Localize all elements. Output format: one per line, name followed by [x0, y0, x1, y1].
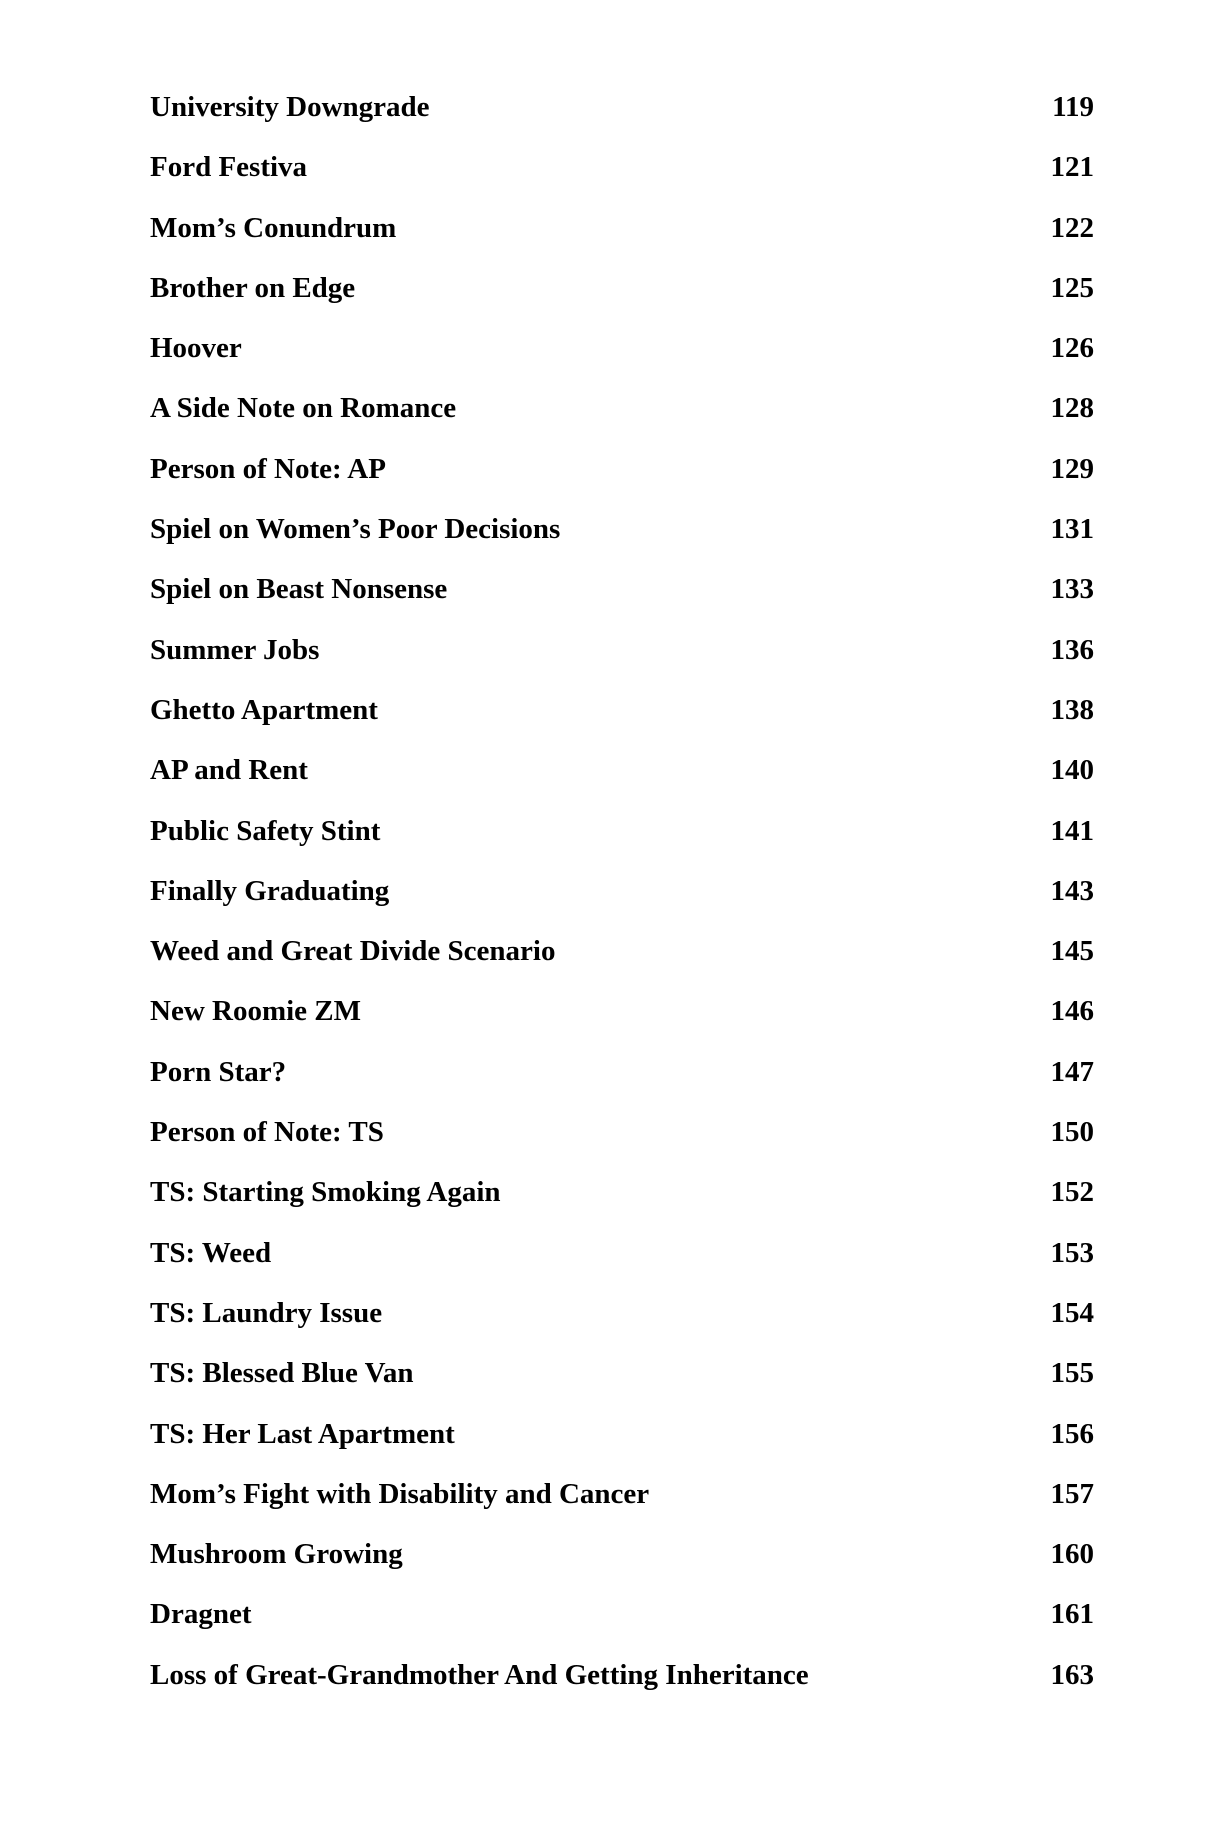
toc-entry [150, 1417, 1094, 1477]
toc-entry [150, 150, 1094, 210]
toc-entry-title: A Side Note on Romance [150, 392, 457, 425]
toc-entry-page: 141 [1050, 814, 1094, 847]
toc-entry-page: 160 [1050, 1538, 1094, 1571]
toc-entry-title: Brother on Edge [150, 271, 356, 304]
toc-entry-title: Loss of Great-Grandmother And Getting Inheritance [150, 1658, 809, 1691]
toc-entry-title: TS: Laundry Issue [150, 1296, 383, 1329]
toc-entry-page: 150 [1050, 1116, 1094, 1149]
toc-entry-page: 143 [1050, 874, 1094, 907]
toc-entry-page: 140 [1050, 754, 1094, 787]
toc-entry-page: 163 [1050, 1658, 1094, 1691]
toc-entry-title: AP and Rent [150, 754, 308, 787]
toc-entry-title: Person of Note: TS [150, 1116, 384, 1149]
toc-entry-title: University Downgrade [150, 91, 430, 123]
toc-entry-title: Mushroom Growing [150, 1538, 403, 1571]
toc-entry-page: 131 [1050, 513, 1094, 546]
toc-entry-title: Porn Star? [150, 1055, 287, 1088]
toc-entry-title: Finally Graduating [150, 874, 390, 907]
toc-entry [150, 814, 1094, 874]
toc-entry-page: 138 [1050, 693, 1094, 726]
toc-entry [150, 512, 1094, 572]
toc-entry [150, 331, 1094, 391]
toc-entry-title: TS: Starting Smoking Again [150, 1176, 501, 1209]
toc-entry [150, 1356, 1094, 1416]
toc-entry-page: 128 [1050, 392, 1094, 425]
toc-entry [150, 1296, 1094, 1356]
toc-entry-page: 119 [1052, 91, 1094, 123]
toc-entry [150, 271, 1094, 331]
toc-entry-title: Public Safety Stint [150, 814, 381, 847]
toc-entry [150, 1477, 1094, 1537]
toc-entry-title: TS: Weed [150, 1236, 272, 1269]
toc-entry-title: TS: Her Last Apartment [150, 1417, 455, 1450]
toc-entry [150, 934, 1094, 994]
toc-entry-page: 154 [1050, 1296, 1094, 1329]
toc-entry [150, 994, 1094, 1054]
toc-entry [150, 211, 1094, 271]
toc-entry [150, 452, 1094, 512]
toc-entry [150, 1597, 1094, 1657]
toc-entry-page: 155 [1050, 1357, 1094, 1390]
toc-entry-page: 121 [1050, 151, 1094, 184]
toc-entry-page: 136 [1050, 633, 1094, 666]
toc-entry-title: Ghetto Apartment [150, 693, 378, 726]
toc-entry-page: 152 [1050, 1176, 1094, 1209]
toc-entry [150, 1537, 1094, 1597]
toc-entry [150, 1055, 1094, 1115]
toc-entry-page: 122 [1050, 211, 1094, 244]
toc-entry [150, 1115, 1094, 1175]
toc-entry-page: 161 [1050, 1598, 1094, 1631]
toc-entry-title: Dragnet [150, 1598, 252, 1631]
toc-entry-page: 156 [1050, 1417, 1094, 1450]
toc-entry [150, 753, 1094, 813]
toc-entry-title: Spiel on Women’s Poor Decisions [150, 513, 561, 546]
toc-entry [150, 633, 1094, 693]
toc-entry-title: New Roomie ZM [150, 995, 362, 1028]
toc-entry-page: 129 [1050, 452, 1094, 485]
toc-entry [150, 1175, 1094, 1235]
toc-entry-page: 133 [1050, 573, 1094, 606]
toc-entry [150, 874, 1094, 934]
toc-entry-title: Ford Festiva [150, 151, 308, 184]
toc-entry-title: TS: Blessed Blue Van [150, 1357, 414, 1390]
toc-entry-page: 146 [1050, 995, 1094, 1028]
toc-list [150, 90, 1094, 1718]
toc-entry-page: 147 [1050, 1055, 1094, 1088]
toc-entry-title: Weed and Great Divide Scenario [150, 935, 556, 968]
toc-entry [150, 90, 1094, 150]
toc-entry-page: 153 [1050, 1236, 1094, 1269]
toc-entry-title: Summer Jobs [150, 633, 320, 666]
toc-entry [150, 693, 1094, 753]
toc-entry-title: Hoover [150, 332, 242, 365]
toc-entry [150, 1658, 1094, 1718]
toc-entry [150, 1236, 1094, 1296]
toc-entry [150, 391, 1094, 451]
toc-entry-page: 126 [1050, 332, 1094, 365]
toc-entry [150, 572, 1094, 632]
toc-entry-page: 145 [1050, 935, 1094, 968]
toc-entry-title: Mom’s Fight with Disability and Cancer [150, 1477, 650, 1510]
toc-entry-page: 157 [1050, 1477, 1094, 1510]
toc-entry-title: Person of Note: AP [150, 452, 386, 485]
toc-entry-page: 125 [1050, 271, 1094, 304]
toc-entry-title: Mom’s Conundrum [150, 211, 397, 244]
toc-entry-title: Spiel on Beast Nonsense [150, 573, 448, 606]
